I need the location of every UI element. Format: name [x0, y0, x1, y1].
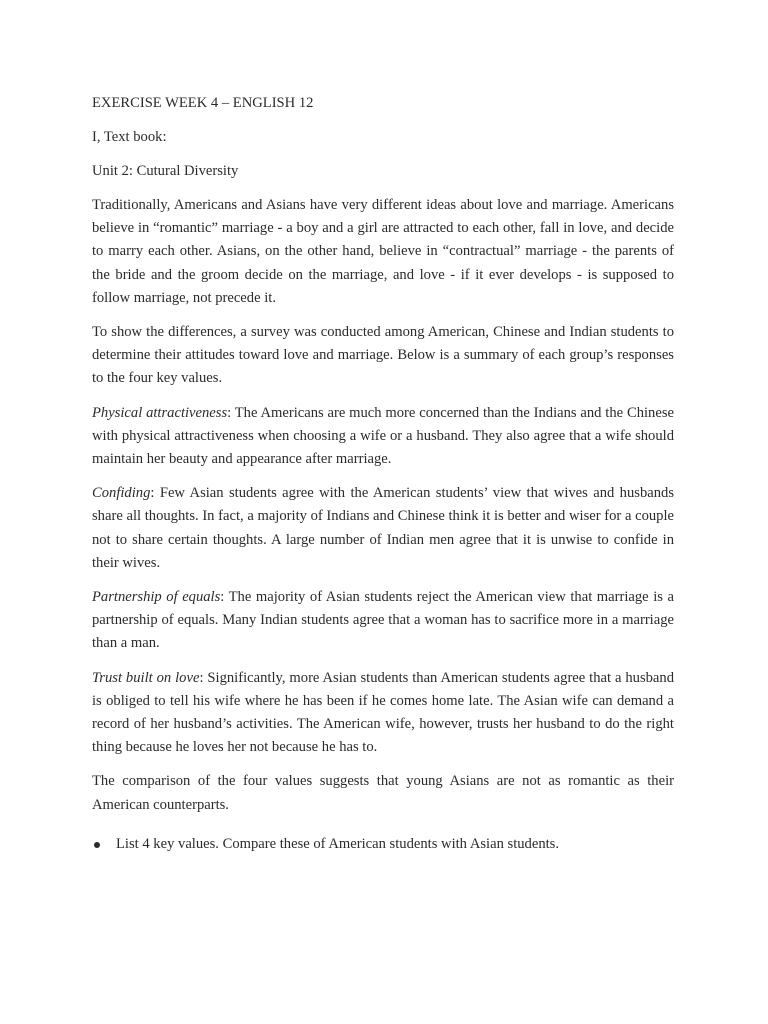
partnership-term: Partnership of equals [92, 589, 221, 606]
section-label: I, Text book: [92, 129, 167, 145]
physical-attractiveness-text: : The Americans are much more concerned than the Indians and the Chinese with physical attractiveness when choosing a wife or a husband. They also agree that a wife should maintain her beauty and appearance after marriage. [92, 404, 674, 468]
confiding-paragraph [92, 482, 674, 575]
trust-term: Trust built on love [92, 669, 200, 686]
partnership-paragraph [92, 586, 674, 656]
document-page [92, 93, 674, 855]
trust-text: : Significantly, more Asian students than American students agree that a husband is obliged to tell his wife where he has been if he comes home late. The Asian wife can demand a record of her husband’s activities. The American wife, however, trusts her husband to do the right thing because he loves her not because he has to. [92, 669, 675, 756]
trust-paragraph [92, 667, 674, 760]
document-title: EXERCISE WEEK 4 – ENGLISH 12 [92, 95, 314, 111]
partnership-text: : The majority of Asian students reject the American view that marriage is a partnership of equals. Many Indian students agree that a woman has to sacrifice more in a marriage than a man. [92, 589, 674, 652]
physical-attractiveness-paragraph [92, 402, 674, 472]
survey-paragraph: To show the differences, a survey was conducted among American, Chinese and Indian students to determine their attitudes toward love and marriage. Below is a summary of each group’s responses to the four key values. [92, 324, 674, 387]
task-text: List 4 key values. Compare these of American students with Asian students. [116, 835, 560, 852]
confiding-term: Confiding [92, 485, 151, 502]
task-list-item [92, 834, 674, 855]
unit-title: Unit 2: Cutural Diversity [92, 163, 239, 179]
intro-paragraph: Traditionally, Americans and Asians have very different ideas about love and marriage. Americans believe in “romantic” marriage - a boy and a girl are attracted to each other, fall in love, and decide to marry each other. Asians, on the other hand, believe in “contractual” marriage - the parents of the bride and the groom decide on the marriage, and love - if it ever develops - is supposed to follow marriage, not precede it. [92, 197, 674, 306]
bullet-icon [92, 834, 116, 855]
comparison-paragraph: The comparison of the four values suggests that young Asians are not as romantic as their American counterparts. [92, 773, 674, 813]
physical-attractiveness-term: Physical attractiveness [92, 404, 228, 421]
confiding-text: : Few Asian students agree with the American students’ view that wives and husbands share all thoughts. In fact, a majority of Indians and Chinese think it is better and wiser for a couple not to share certain thoughts. A large number of Indian men agree that it is unwise to confide in their wives. [92, 485, 674, 571]
